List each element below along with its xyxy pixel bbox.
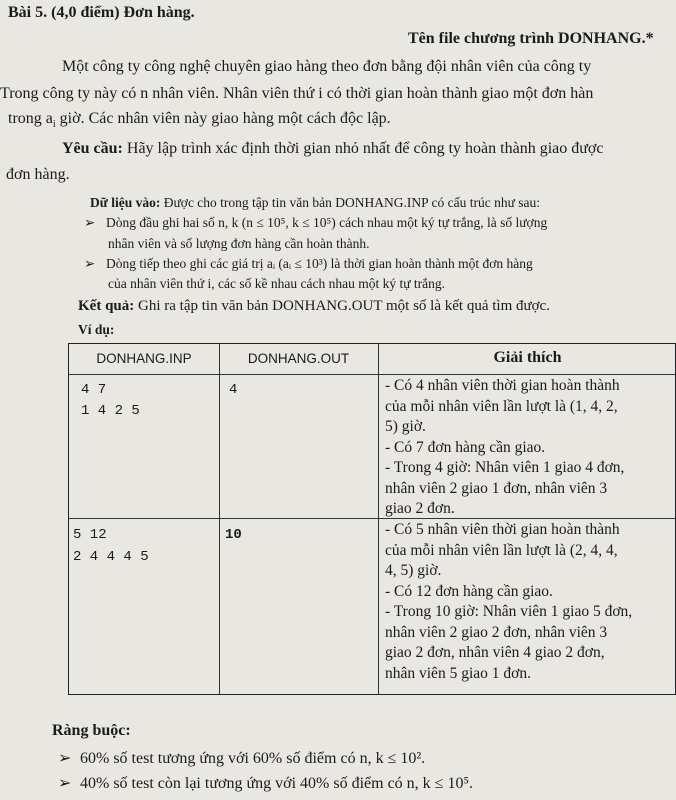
row1-explanation: - Có 4 nhân viên thời gian hoàn thành của mỗi nhân viên lần lượt là (1, 4, 2, 5) giờ. - Có 7 đơn hàng cần giao. - Trong 4 giờ: Nhân viên 1 giao 4 đơn, nhân viên 2 giao 1 đơn, nhân viên 3 giao 2 đơn. (385, 377, 625, 517)
row2-inp-line2: 2 4 4 4 5 (73, 549, 149, 565)
example-table (68, 343, 676, 695)
constraint-1: ➢ 60% số test tương ứng với 60% số điểm có n, k ≤ 10². (58, 750, 426, 767)
intro-line-1: Một công ty công nghệ chuyên giao hàng theo đơn bằng đội nhân viên của công ty (62, 58, 592, 75)
row1-inp-line2: 1 4 2 5 (81, 403, 140, 419)
header-inp: DONHANG.INP (96, 351, 192, 366)
constraint-2: ➢ 40% số test còn lại tương ứng với 40% số điểm có n, k ≤ 10⁵. (58, 775, 474, 792)
input-bullet-2: ➢ Dòng tiếp theo ghi các giá trị aᵢ (aᵢ ≤ 10³) là thời gian hoàn thành một đơn hàng (84, 256, 533, 271)
input-bullet-2-cont: của nhân viên thứ i, các số kề nhau cách nhau một ký tự trắng. (108, 276, 446, 291)
problem-title: Bài 5. (4,0 điểm) Đơn hàng. (8, 4, 195, 21)
requirement: Yêu cầu: Hãy lập trình xác định thời gian nhỏ nhất để công ty hoàn thành giao được (62, 140, 604, 157)
input-bullet-1-cont: nhân viên và số lượng đơn hàng cần hoàn thành. (108, 236, 370, 251)
intro-line-3: trong $a_i$ giờ. Các nhân viên này giao hàng một cách độc lập. (8, 110, 391, 131)
program-filename: Tên file chương trình DONHANG.* (408, 30, 654, 47)
constraints-heading: Ràng buộc: (52, 722, 131, 739)
row2-inp-line1: 5 12 (73, 527, 107, 543)
intro-line-2: Trong công ty này có n nhân viên. Nhân viên thứ i có thời gian hoàn thành giao một đơn hàn (0, 85, 594, 102)
row1-inp-line1: 4 7 (81, 382, 107, 398)
requirement-cont: đơn hàng. (6, 166, 70, 183)
header-explanation: Giải thích (493, 349, 562, 366)
header-out: DONHANG.OUT (247, 351, 350, 366)
output-heading: Kết quả: Ghi ra tập tin văn bản DONHANG.OUT một số là kết quả tìm được. (78, 298, 550, 314)
row1-out: 4 (229, 382, 238, 398)
input-heading: Dữ liệu vào: Được cho trong tập tin văn bản DONHANG.INP có cấu trúc như sau: (90, 195, 541, 210)
row2-explanation: - Có 5 nhân viên thời gian hoàn thành của mỗi nhân viên lần lượt là (2, 4, 4, 4, 5) giờ. - Có 12 đơn hàng cần giao. - Trong 10 giờ: Nhân viên 1 giao 5 đơn, nhân viên 2 giao 2 đơn, nhân viên 3 giao 2 đơn, nhân viên 4 giao 2 đơn, nhân viên 5 giao 1 đơn. (385, 521, 633, 682)
input-bullet-1: ➢ Dòng đầu ghi hai số n, k (n ≤ 10⁵, k ≤ 10⁵) cách nhau một ký tự trắng, là số lượng (84, 215, 548, 230)
row2-out: 10 (225, 527, 242, 543)
example-label: Ví dụ: (78, 322, 115, 337)
